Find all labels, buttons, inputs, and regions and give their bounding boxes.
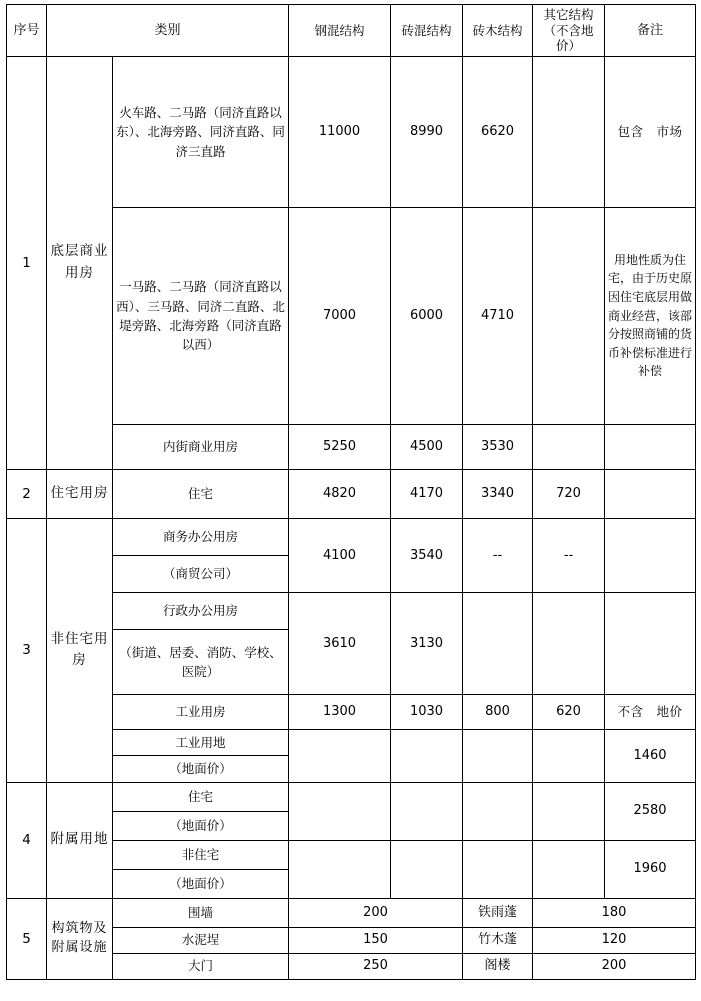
cell-gangjun: 4820 (289, 469, 391, 518)
cell-zhuanmu (463, 592, 533, 694)
compensation-table (6, 4, 696, 980)
structure-value-a: 250 (289, 953, 463, 979)
cell-zhuanhun (391, 729, 463, 782)
table-row (7, 469, 696, 518)
cell-zhuanhun (391, 782, 463, 840)
cell-remark (605, 518, 696, 592)
row-item-name: 商务办公用房 (113, 518, 289, 555)
structure-name-b: 阁楼 (463, 953, 533, 979)
cell-zhuanmu (463, 729, 533, 782)
cell-gangjun: 4100 (289, 518, 391, 592)
structure-value-b: 200 (533, 953, 696, 979)
cell-remark: 包含 市场 (605, 56, 696, 207)
structure-value-b: 180 (533, 898, 696, 927)
cell-remark (605, 469, 696, 518)
row-item-name: 住宅 (113, 782, 289, 811)
header-zhuanhun: 砖混结构 (391, 5, 463, 57)
cell-zhuanmu: 3530 (463, 424, 533, 469)
structure-value-a: 200 (289, 898, 463, 927)
cell-zhuanmu (463, 840, 533, 898)
row-seq: 5 (7, 898, 47, 979)
row-item-name-line1: 工业用地 (113, 730, 288, 756)
cell-remark: 1460 (605, 729, 696, 782)
cell-qita (533, 592, 605, 694)
cell-zhuanmu: -- (463, 518, 533, 592)
row-category: 底层商业用房 (47, 56, 113, 469)
cell-qita (533, 207, 605, 424)
table-header-row (7, 5, 696, 57)
cell-zhuanhun: 1030 (391, 694, 463, 729)
cell-zhuanhun: 3130 (391, 592, 463, 694)
cell-zhuanhun: 6000 (391, 207, 463, 424)
row-seq: 3 (7, 518, 47, 782)
structure-name-b: 竹木蓬 (463, 927, 533, 953)
row-seq: 4 (7, 782, 47, 898)
row-item-subname: （街道、居委、消防、学校、医院） (113, 629, 289, 694)
row-item-name: 内街商业用房 (113, 424, 289, 469)
cell-gangjun: 7000 (289, 207, 391, 424)
cell-remark: 2580 (605, 782, 696, 840)
cell-qita (533, 729, 605, 782)
table-row (7, 782, 696, 811)
cell-qita: 720 (533, 469, 605, 518)
cell-qita: 620 (533, 694, 605, 729)
cell-zhuanhun (391, 840, 463, 898)
row-category: 住宅用房 (47, 469, 113, 518)
cell-remark (605, 592, 696, 694)
cell-gangjun (289, 729, 391, 782)
row-item-name: 工业用房 (113, 694, 289, 729)
header-remark: 备注 (605, 5, 696, 57)
compensation-standard-document (0, 4, 701, 1001)
cell-zhuanhun: 3540 (391, 518, 463, 592)
cell-gangjun: 3610 (289, 592, 391, 694)
structure-name-a: 大门 (113, 953, 289, 979)
cell-qita (533, 56, 605, 207)
structure-value-a: 150 (289, 927, 463, 953)
cell-zhuanhun: 4170 (391, 469, 463, 518)
cell-zhuanmu: 800 (463, 694, 533, 729)
row-item-name-line2: （地面价） (169, 761, 232, 777)
table-row (7, 898, 696, 927)
structure-name-a: 水泥埕 (113, 927, 289, 953)
row-item-name: 住宅 (113, 469, 289, 518)
cell-qita (533, 840, 605, 898)
table-row (7, 56, 696, 207)
structure-name-a: 围墙 (113, 898, 289, 927)
row-category: 附属用地 (47, 782, 113, 898)
cell-zhuanmu: 6620 (463, 56, 533, 207)
header-qita: 其它结构（不含地价） (533, 5, 605, 57)
table-row (7, 518, 696, 555)
header-gangjun: 钢混结构 (289, 5, 391, 57)
row-item-name: 火车路、二马路（同济直路以东）、北海旁路、同济直路、同济三直路 (113, 56, 289, 207)
row-seq: 2 (7, 469, 47, 518)
row-category: 非住宅用房 (47, 518, 113, 782)
cell-remark (605, 424, 696, 469)
header-zhuanmu: 砖木结构 (463, 5, 533, 57)
cell-gangjun: 1300 (289, 694, 391, 729)
cell-gangjun: 5250 (289, 424, 391, 469)
row-seq: 1 (7, 56, 47, 469)
header-category: 类别 (47, 5, 289, 57)
cell-gangjun (289, 840, 391, 898)
structure-value-b: 120 (533, 927, 696, 953)
row-category: 构筑物及附属设施 (47, 898, 113, 979)
cell-qita: -- (533, 518, 605, 592)
row-item-name: 一马路、二马路（同济直路以西）、三马路、同济二直路、北堤旁路、北海旁路（同济直路以西） (113, 207, 289, 424)
cell-gangjun: 11000 (289, 56, 391, 207)
cell-zhuanmu (463, 782, 533, 840)
cell-qita (533, 782, 605, 840)
row-item-subname: （地面价） (113, 869, 289, 898)
cell-zhuanmu: 3340 (463, 469, 533, 518)
cell-zhuanhun: 8990 (391, 56, 463, 207)
row-item-subname: （地面价） (113, 811, 289, 840)
row-item-subname: （商贸公司） (113, 555, 289, 592)
cell-remark: 不含 地价 (605, 694, 696, 729)
header-seq: 序号 (7, 5, 47, 57)
cell-remark: 1960 (605, 840, 696, 898)
structure-name-b: 铁雨蓬 (463, 898, 533, 927)
cell-zhuanmu: 4710 (463, 207, 533, 424)
cell-qita (533, 424, 605, 469)
cell-gangjun (289, 782, 391, 840)
row-item-name (113, 729, 289, 782)
row-item-name: 行政办公用房 (113, 592, 289, 629)
cell-remark: 用地性质为住宅，由于历史原因住宅底层用做商业经营，该部分按照商铺的货币补偿标准进行补偿 (605, 207, 696, 424)
row-item-name: 非住宅 (113, 840, 289, 869)
cell-zhuanhun: 4500 (391, 424, 463, 469)
